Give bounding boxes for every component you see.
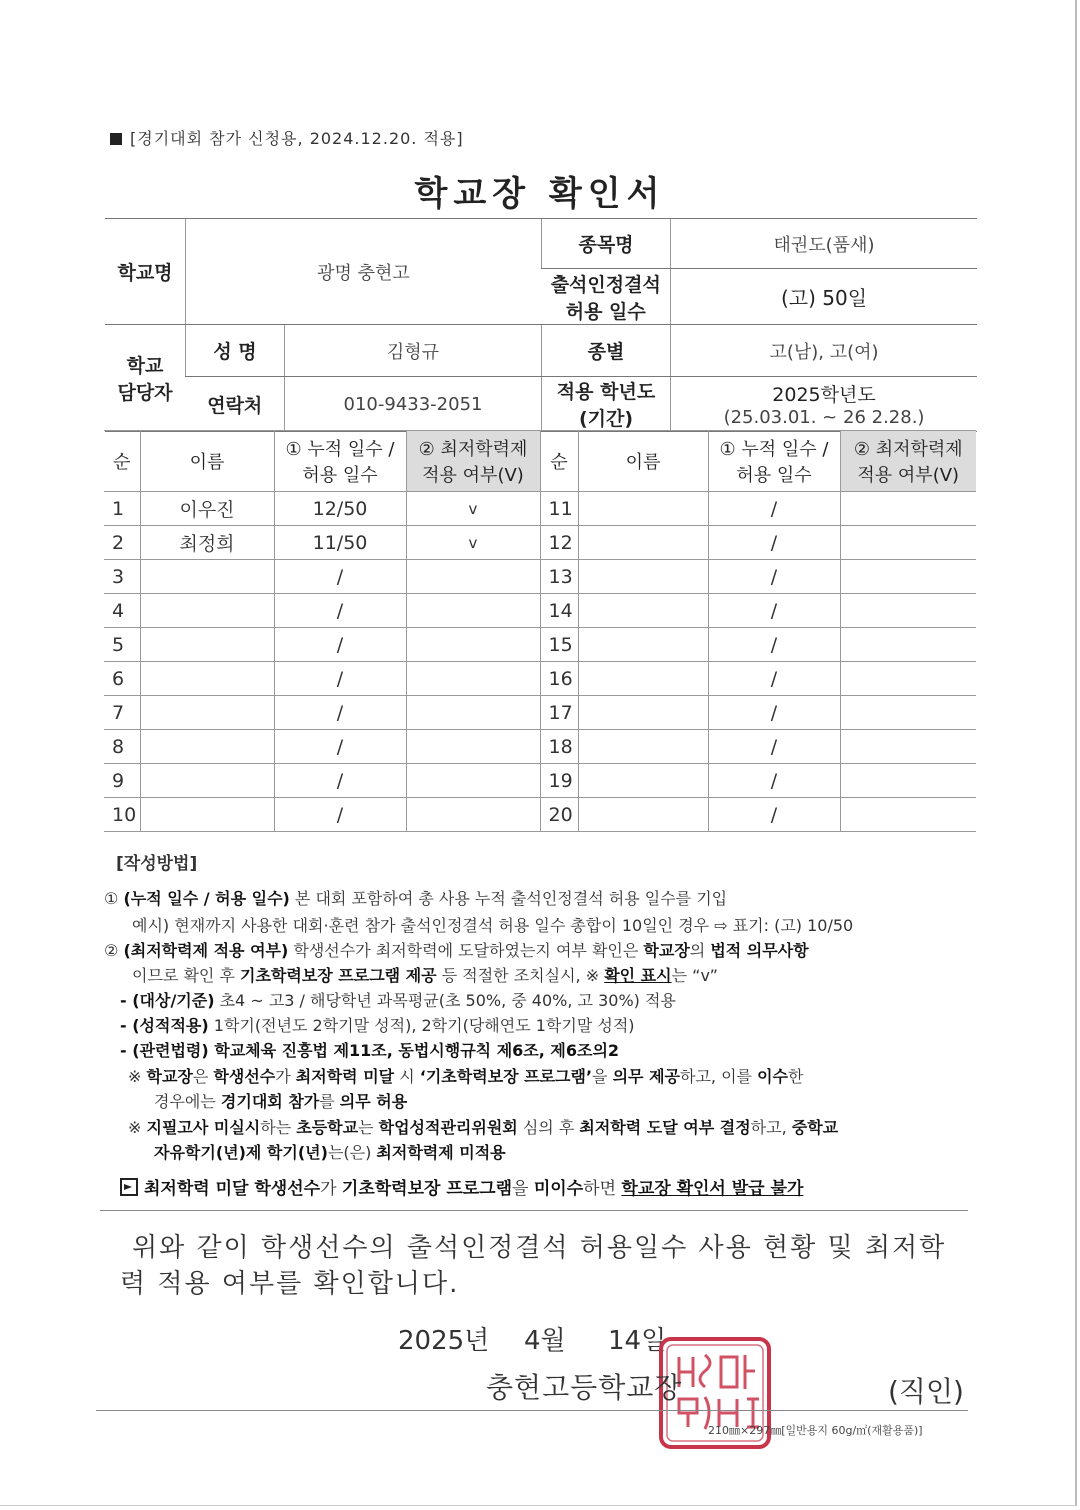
cumulative-days-left: / xyxy=(274,628,406,662)
header-min-right: ② 최저학력제 적용 여부(V) xyxy=(840,431,976,492)
apply-year-value: 2025학년도 (25.03.01. ~ 26 2.28.) xyxy=(671,377,978,432)
student-name-right xyxy=(578,730,708,764)
row-number-left: 6 xyxy=(104,662,140,696)
student-name-right xyxy=(578,560,708,594)
min-achievement-check-left xyxy=(406,764,540,798)
instruction-note-2-line2: 자유학기(년)제 학기(년)는(은) 최저학력제 미적용 xyxy=(154,1143,506,1162)
confirmation-text: 위와 같이 학생선수의 출석인정결석 허용일수 사용 현황 및 최저학력 적용 여부를 확인합니다. xyxy=(120,1233,947,1299)
row-number-right: 12 xyxy=(540,526,578,560)
cumulative-days-right: / xyxy=(708,594,840,628)
cumulative-days-right: / xyxy=(708,798,840,832)
row-number-right: 16 xyxy=(540,662,578,696)
square-bullet-icon xyxy=(110,133,122,145)
table-row xyxy=(104,560,976,594)
name-value: 김형규 xyxy=(285,325,542,377)
reference-mark-icon: ※ xyxy=(128,1118,147,1137)
min-achievement-check-right xyxy=(840,730,976,764)
cumulative-days-left: / xyxy=(274,594,406,628)
row-number-right: 20 xyxy=(540,798,578,832)
table-row xyxy=(104,662,976,696)
instruction-note-2: ※ 지필고사 미실시하는 초등학교는 학업성적관리위원회 심의 후 최저학력 도달 여부 결정하고, 중학교 xyxy=(128,1118,839,1137)
paper-spec-note: 210㎜×297㎜[일반용지 60g/㎡(재활용품)] xyxy=(708,1424,923,1437)
roster-header-row xyxy=(104,431,976,492)
min-achievement-check-right xyxy=(840,696,976,730)
instruction-item-2-line2: 이므로 확인 후 기초학력보장 프로그램 제공 등 적절한 조치실시, ※ 확인 표시는 “v” xyxy=(132,966,718,985)
type-label: 종별 xyxy=(542,325,671,377)
min-achievement-check-right xyxy=(840,662,976,696)
cumulative-days-left: / xyxy=(274,764,406,798)
contact-value: 010-9433-2051 xyxy=(285,377,542,432)
row-number-left: 2 xyxy=(104,526,140,560)
min-achievement-check-right xyxy=(840,764,976,798)
header-name-left: 이름 xyxy=(140,431,274,492)
roster-table xyxy=(104,430,976,832)
header-no-left: 순 xyxy=(104,431,140,492)
bottom-divider xyxy=(96,1410,968,1411)
cumulative-days-right: / xyxy=(708,730,840,764)
row-number-left: 1 xyxy=(104,492,140,526)
sport-label: 종목명 xyxy=(542,219,671,269)
instructions-heading: [작성방법] xyxy=(116,854,198,874)
header-note: [경기대회 참가 신청용, 2024.12.20. 적용] xyxy=(110,126,464,149)
cumulative-days-left: / xyxy=(274,662,406,696)
manager-label: 학교 담당자 xyxy=(105,325,186,432)
header-days-right: ① 누적 일수 / 허용 일수 xyxy=(708,431,840,492)
min-achievement-check-right xyxy=(840,492,976,526)
date-year: 2025년 xyxy=(398,1326,490,1356)
student-name-right xyxy=(578,492,708,526)
table-row xyxy=(104,696,976,730)
student-name-left xyxy=(140,594,274,628)
min-achievement-check-right xyxy=(840,560,976,594)
row-number-left: 5 xyxy=(104,628,140,662)
student-name-left xyxy=(140,696,274,730)
school-value: 광명 충현고 xyxy=(186,219,542,325)
student-name-left xyxy=(140,560,274,594)
date-month: 4월 xyxy=(524,1326,566,1356)
instruction-item-1: ① (누적 일수 / 허용 일수) 본 대회 포함하여 총 사용 누적 출석인정결석 허용 일수를 기입 xyxy=(104,889,728,908)
row-number-right: 13 xyxy=(540,560,578,594)
student-name-left xyxy=(140,798,274,832)
table-row xyxy=(104,798,976,832)
cumulative-days-right: / xyxy=(708,696,840,730)
type-value: 고(남), 고(여) xyxy=(671,325,978,377)
table-row xyxy=(104,492,976,526)
row-number-left: 7 xyxy=(104,696,140,730)
min-achievement-check-right xyxy=(840,628,976,662)
row-number-left: 4 xyxy=(104,594,140,628)
student-name-left xyxy=(140,730,274,764)
row-number-right: 17 xyxy=(540,696,578,730)
reference-mark-icon: ※ xyxy=(128,1067,147,1086)
row-number-left: 10 xyxy=(104,798,140,832)
min-achievement-check-left xyxy=(406,730,540,764)
table-row xyxy=(104,526,976,560)
row-number-right: 15 xyxy=(540,628,578,662)
table-row xyxy=(104,628,976,662)
student-name-right xyxy=(578,798,708,832)
table-row xyxy=(104,594,976,628)
instruction-note-1-line2: 경우에는 경기대회 참가를 의무 허용 xyxy=(154,1092,408,1111)
min-achievement-check-right xyxy=(840,798,976,832)
row-number-right: 19 xyxy=(540,764,578,798)
instruction-note-1: ※ 학교장은 학생선수가 최저학력 미달 시 ‘기초학력보장 프로그램’을 의무 제공하고, 이를 이수한 xyxy=(128,1067,804,1086)
student-name-left xyxy=(140,662,274,696)
info-table xyxy=(105,218,977,432)
instruction-item-1-example: 예시) 현재까지 사용한 대회·훈련 참가 출석인정결석 허용 일수 총합이 10일인 경우 ⇨ 표기: (고) 10/50 xyxy=(132,916,854,935)
cumulative-days-left: / xyxy=(274,730,406,764)
school-label: 학교명 xyxy=(105,219,186,325)
cumulative-days-right: / xyxy=(708,560,840,594)
cumulative-days-left: 11/50 xyxy=(274,526,406,560)
cumulative-days-right: / xyxy=(708,492,840,526)
min-achievement-check-left xyxy=(406,662,540,696)
student-name-left xyxy=(140,628,274,662)
row-number-right: 18 xyxy=(540,730,578,764)
sport-value: 태권도(품새) xyxy=(671,219,978,269)
header-min-left: ② 최저학력제 적용 여부(V) xyxy=(406,431,540,492)
min-achievement-check-left xyxy=(406,696,540,730)
divider xyxy=(100,1210,968,1211)
student-name-left: 최정희 xyxy=(140,526,274,560)
school-principal: 충현고등학교장 xyxy=(486,1371,683,1404)
min-achievement-check-right xyxy=(840,594,976,628)
header-days-left: ① 누적 일수 / 허용 일수 xyxy=(274,431,406,492)
final-warning: 최저학력 미달 학생선수가 기초학력보장 프로그램을 미이수하면 학교장 확인서 발급 불가 xyxy=(120,1176,980,1202)
header-no-right: 순 xyxy=(540,431,578,492)
instruction-bullet-2: - (성적적용) 1학기(전년도 2학기말 성적), 2학기(당해연도 1학기말 성적) xyxy=(120,1016,635,1035)
row-number-left: 3 xyxy=(104,560,140,594)
page-title: 학교장 확인서 xyxy=(414,174,666,214)
cumulative-days-left: / xyxy=(274,560,406,594)
min-achievement-check-right xyxy=(840,526,976,560)
table-row xyxy=(104,764,976,798)
instruction-item-2: ② (최저학력제 적용 여부) 학생선수가 최저학력에 도달하였는지 여부 확인은 학교장의 법적 의무사항 xyxy=(104,941,809,960)
cumulative-days-right: / xyxy=(708,662,840,696)
min-achievement-check-left: v xyxy=(406,492,540,526)
contact-label: 연락처 xyxy=(186,377,285,432)
student-name-right xyxy=(578,594,708,628)
boxed-arrow-icon xyxy=(120,1178,138,1196)
row-number-left: 8 xyxy=(104,730,140,764)
table-row xyxy=(104,730,976,764)
absence-days-value: (고) 50일 xyxy=(671,269,978,325)
student-name-right xyxy=(578,696,708,730)
student-name-right xyxy=(578,628,708,662)
cumulative-days-left: 12/50 xyxy=(274,492,406,526)
student-name-right xyxy=(578,662,708,696)
min-achievement-check-left xyxy=(406,594,540,628)
cumulative-days-right: / xyxy=(708,628,840,662)
student-name-right xyxy=(578,526,708,560)
name-label: 성 명 xyxy=(186,325,285,377)
min-achievement-check-left: v xyxy=(406,526,540,560)
row-number-right: 14 xyxy=(540,594,578,628)
instruction-bullet-1: - (대상/기준) 초4 ~ 고3 / 해당학년 과목평균(초 50%, 중 40%, 고 30%) 적용 xyxy=(120,991,676,1010)
min-achievement-check-left xyxy=(406,560,540,594)
cumulative-days-right: / xyxy=(708,764,840,798)
absence-days-label: 출석인정결석 허용 일수 xyxy=(542,269,671,325)
student-name-left xyxy=(140,764,274,798)
row-number-left: 9 xyxy=(104,764,140,798)
student-name-right xyxy=(578,764,708,798)
row-number-right: 11 xyxy=(540,492,578,526)
apply-year-label: 적용 학년도 (기간) xyxy=(542,377,671,432)
min-achievement-check-left xyxy=(406,628,540,662)
min-achievement-check-left xyxy=(406,798,540,832)
header-name-right: 이름 xyxy=(578,431,708,492)
student-name-left: 이우진 xyxy=(140,492,274,526)
cumulative-days-left: / xyxy=(274,798,406,832)
seal-label: (직인) xyxy=(888,1375,964,1408)
date-day: 14일 xyxy=(608,1326,667,1356)
cumulative-days-left: / xyxy=(274,696,406,730)
cumulative-days-right: / xyxy=(708,526,840,560)
instruction-bullet-3: - (관련법령) 학교체육 진흥법 제11조, 동법시행규칙 제6조, 제6조의2 xyxy=(120,1041,620,1060)
